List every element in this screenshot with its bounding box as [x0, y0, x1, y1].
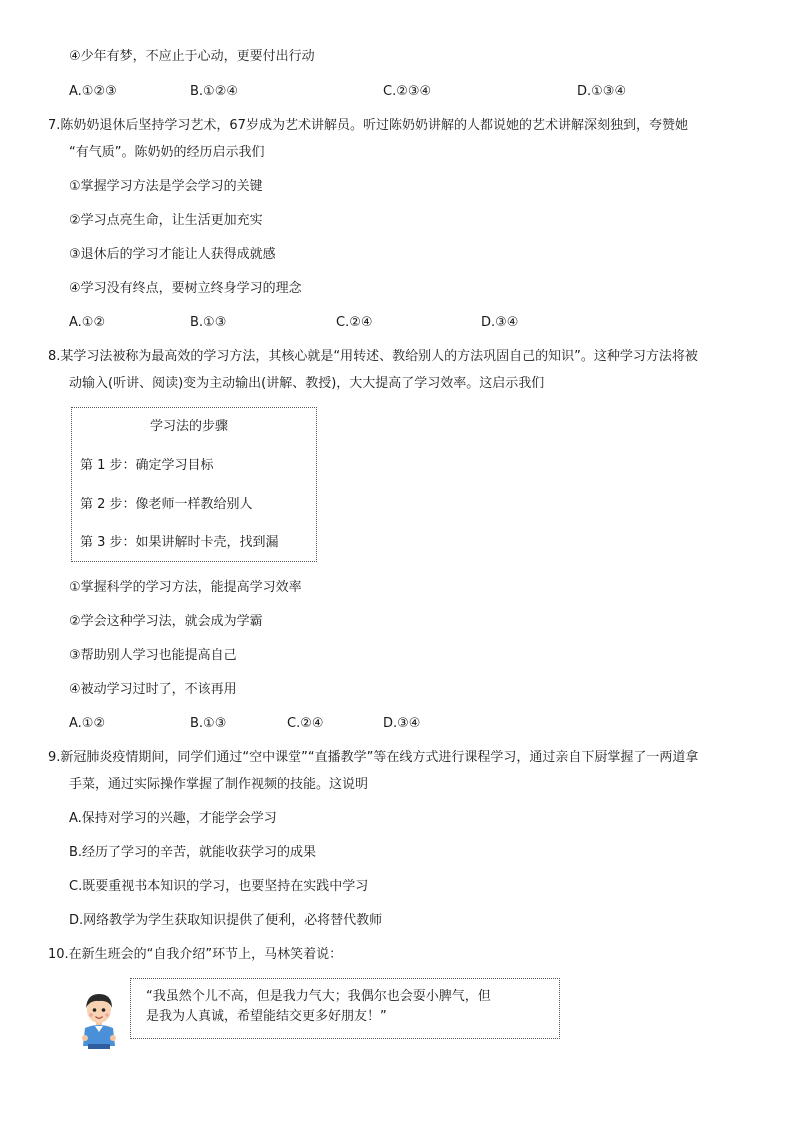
- q8-option-a: A.①②: [69, 716, 106, 731]
- q9-option-d: D.网络教学为学生获取知识提供了便利，必将替代教师: [69, 913, 383, 928]
- q7-option-d: D.③④: [481, 315, 519, 330]
- q6-item-4: ④少年有梦，不应止于心动，更要付出行动: [69, 49, 315, 64]
- q10-stem: 10.在新生班会的“自我介绍”环节上，马林笑着说：: [48, 947, 343, 962]
- method-step-1: 第 1 步：确定学习目标: [80, 458, 214, 473]
- method-steps-title: 学习法的步骤: [150, 419, 229, 434]
- q7-item-1: ①掌握学习方法是学会学习的关键: [69, 179, 263, 194]
- boy-illustration-icon: [76, 988, 122, 1050]
- q7-item-3: ③退休后的学习才能让人获得成就感: [69, 247, 276, 262]
- q8-option-c: C.②④: [287, 716, 324, 731]
- q8-item-4: ④被动学习过时了，不该再用: [69, 682, 237, 697]
- q7-stem-line-2: “有气质”。陈奶奶的经历启示我们: [69, 145, 265, 160]
- speech-bubble: [130, 978, 560, 1039]
- q7-option-a: A.①②: [69, 315, 106, 330]
- q8-stem-line-2: 动输入(听讲、阅读)变为主动输出(讲解、教授)，大大提高了学习效率。这启示我们: [69, 376, 545, 391]
- q8-item-2: ②学会这种学习法，就会成为学霸: [69, 614, 263, 629]
- q8-option-d: D.③④: [383, 716, 421, 731]
- student-avatar: [76, 988, 122, 1050]
- q7-option-c: C.②④: [336, 315, 373, 330]
- q6-option-d: D.①③④: [577, 84, 627, 99]
- q7-item-2: ②学习点亮生命，让生活更加充实: [69, 213, 263, 228]
- q8-stem-line-1: 8.某学习法被称为最高效的学习方法，其核心就是“用转述、教给别人的方法巩固自己的知识”。这种学习方法将被: [48, 349, 698, 364]
- q9-stem-line-2: 手菜，通过实际操作掌握了制作视频的技能。这说明: [69, 777, 369, 792]
- q9-stem-line-1: 9.新冠肺炎疫情期间，同学们通过“空中课堂”“直播教学”等在线方式进行课程学习，通过亲自下厨掌握了一两道拿: [48, 750, 699, 765]
- method-step-2: 第 2 步：像老师一样教给别人: [80, 497, 253, 512]
- q7-stem-line-1: 7.陈奶奶退休后坚持学习艺术，67岁成为艺术讲解员。听过陈奶奶讲解的人都说她的艺术讲解深刻独到，夸赞她: [48, 118, 688, 133]
- q7-item-4: ④学习没有终点，要树立终身学习的理念: [69, 281, 302, 296]
- q9-option-b: B.经历了学习的辛苦，就能收获学习的成果: [69, 845, 317, 860]
- q7-option-b: B.①③: [190, 315, 227, 330]
- method-step-3: 第 3 步：如果讲解时卡壳，找到漏: [80, 535, 279, 550]
- q6-option-a: A.①②③: [69, 84, 117, 99]
- q9-option-c: C.既要重视书本知识的学习，也要坚持在实践中学习: [69, 879, 369, 894]
- q6-option-b: B.①②④: [190, 84, 239, 99]
- q6-option-c: C.②③④: [383, 84, 432, 99]
- speech-quote-line-2: 是我为人真诚，希望能结交更多好朋友！”: [146, 1009, 387, 1024]
- q8-item-1: ①掌握科学的学习方法，能提高学习效率: [69, 580, 302, 595]
- method-steps-box: [71, 407, 317, 562]
- q8-option-b: B.①③: [190, 716, 227, 731]
- q8-item-3: ③帮助别人学习也能提高自己: [69, 648, 237, 663]
- speech-quote-line-1: “我虽然个儿不高，但是我力气大；我偶尔也会耍小脾气，但: [146, 989, 491, 1004]
- q9-option-a: A.保持对学习的兴趣，才能学会学习: [69, 811, 277, 826]
